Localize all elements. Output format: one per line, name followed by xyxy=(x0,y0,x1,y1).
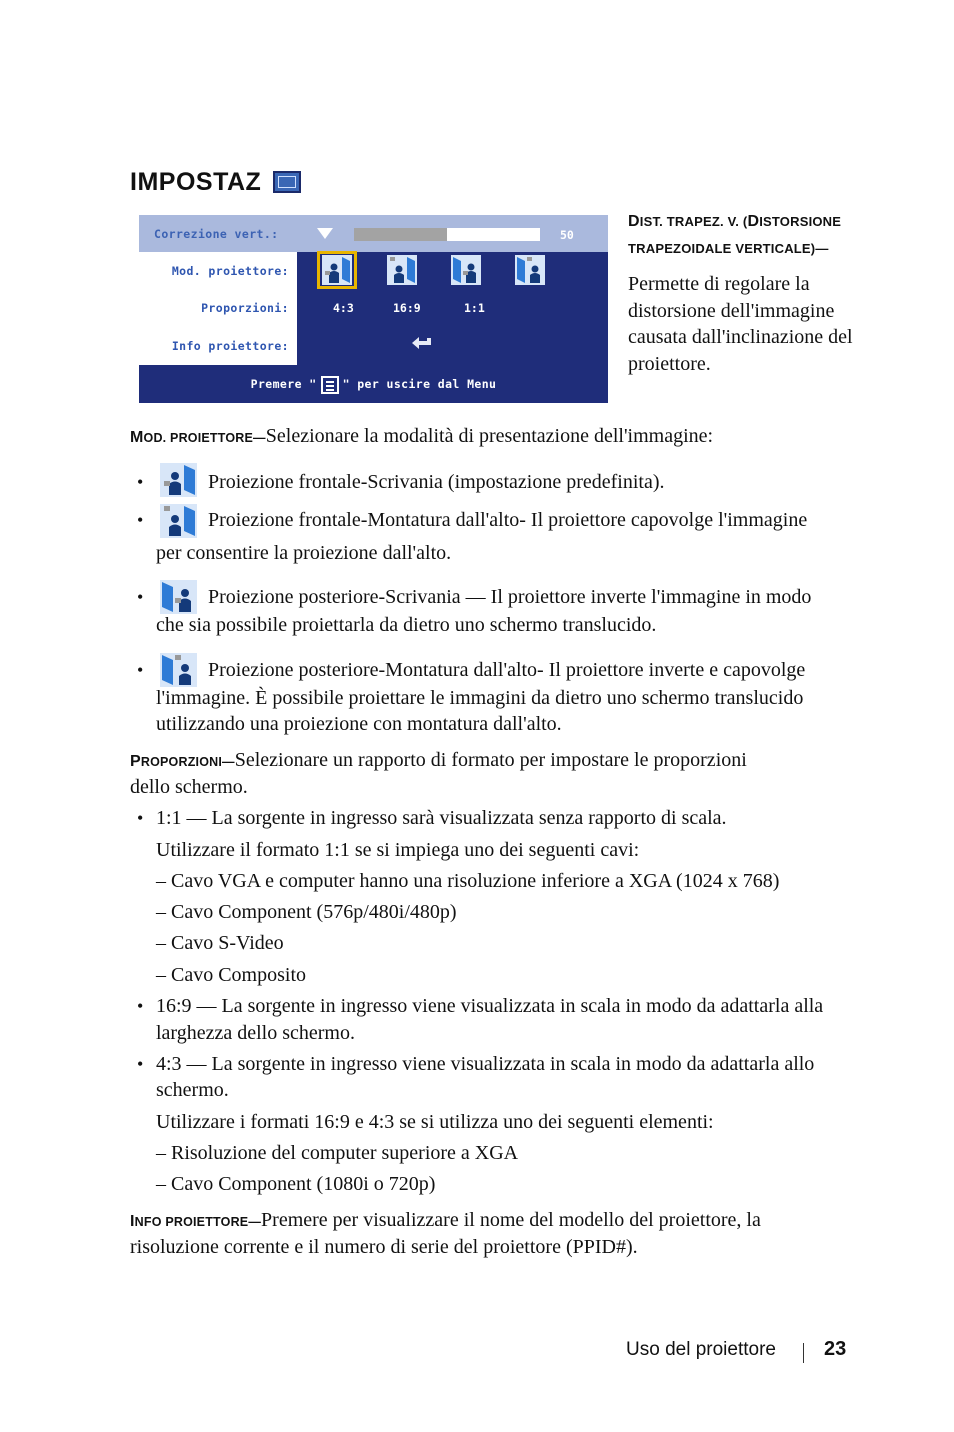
osd-footer-prefix: Premere " xyxy=(250,377,317,391)
slider-marker-icon xyxy=(317,228,333,239)
aspect-4-3-line1: 4:3 — La sorgente in ingresso viene visualizzata in scala in modo da adattarla allo xyxy=(156,1053,815,1075)
front-desktop-projection-icon[interactable] xyxy=(322,255,352,285)
osd-keystone-label: Correzione vert.: xyxy=(154,227,279,241)
rear-ceiling-projection-icon[interactable] xyxy=(515,255,545,285)
page-title: IMPOSTAZ xyxy=(130,167,262,196)
mode-item-3-line1: Proiezione posteriore-Scrivania — Il proiettore inverte l'immagine in modo xyxy=(208,586,812,608)
enter-return-icon[interactable] xyxy=(411,335,433,353)
rear-desktop-projection-icon xyxy=(160,580,197,614)
mode-item-4-line1: Proiezione posteriore-Montatura dall'alto- Il proiettore inverte e capovolge xyxy=(208,659,806,681)
osd-footer xyxy=(139,365,608,403)
aspect-intro: PROPORZIONI—Selezionare un rapporto di formato per impostare le proporzioni xyxy=(130,749,747,771)
bullet: • xyxy=(137,808,144,828)
aspect-16-9-line1: 16:9 — La sorgente in ingresso viene visualizzata in scala in modo da adattarla alla xyxy=(156,995,824,1017)
keystone-slider[interactable] xyxy=(354,228,540,241)
mode-item-3-line2: che sia possibile proiettarla da dietro uno schermo translucido. xyxy=(156,614,657,636)
keystone-heading: DIST. TRAPEZ. V. (DISTORSIONE TRAPEZOIDALE VERTICALE)— xyxy=(628,213,842,256)
aspect-4-3-line2: schermo. xyxy=(156,1079,229,1101)
rear-ceiling-projection-icon xyxy=(160,653,197,687)
aspect-4-3-note: Utilizzare i formati 16:9 e 4:3 se si utilizza uno dei seguenti elementi: xyxy=(156,1111,714,1133)
osd-menu-screenshot xyxy=(139,215,608,403)
aspect-option-4-3[interactable]: 4:3 xyxy=(333,301,354,315)
aspect-1-1: 1:1 — La sorgente in ingresso sarà visualizzata senza rapporto di scala. xyxy=(156,807,727,829)
osd-label-panel xyxy=(139,252,297,365)
bullet: • xyxy=(137,1054,144,1074)
footer-section-label: Uso del proiettore xyxy=(626,1339,776,1360)
footer-divider xyxy=(803,1343,804,1363)
aspect-1-1-note: Utilizzare il formato 1:1 se si impiega uno dei seguenti cavi: xyxy=(156,839,640,861)
aspect-intro-line2: dello schermo. xyxy=(130,776,248,798)
list-item: – Risoluzione del computer superiore a XGA xyxy=(156,1142,519,1164)
aspect-option-16-9[interactable]: 16:9 xyxy=(393,301,421,315)
info-intro: INFO PROIETTORE—Premere per visualizzare il nome del modello del proiettore, la xyxy=(130,1209,761,1231)
mode-item-1: Proiezione frontale-Scrivania (impostazione predefinita). xyxy=(208,471,665,493)
mode-item-2-line2: per consentire la proiezione dall'alto. xyxy=(156,542,452,564)
front-ceiling-projection-icon[interactable] xyxy=(387,255,417,285)
keystone-description: Permette di regolare la distorsione dell'immagine causata dall'inclinazione del proiettore. xyxy=(628,273,853,375)
mode-item-2-line1: Proiezione frontale-Montatura dall'alto- Il proiettore capovolge l'immagine xyxy=(208,509,808,531)
list-item: – Cavo Component (576p/480i/480p) xyxy=(156,901,457,923)
mode-item-4-line2: l'immagine. È possibile proiettare le immagini da dietro uno schermo translucido xyxy=(156,687,804,709)
menu-key-icon xyxy=(321,376,339,394)
keystone-value: 50 xyxy=(560,228,574,242)
page-number: 23 xyxy=(824,1338,847,1360)
settings-menu-icon xyxy=(273,171,301,193)
osd-aspect-label: Proporzioni: xyxy=(201,301,289,315)
list-item: – Cavo VGA e computer hanno una risoluzione inferiore a XGA (1024 x 768) xyxy=(156,870,780,892)
list-item: – Cavo S-Video xyxy=(156,932,284,954)
rear-desktop-projection-icon[interactable] xyxy=(451,255,481,285)
keystone-slider-fill xyxy=(354,228,447,241)
bullet: • xyxy=(137,472,144,492)
aspect-16-9-line2: larghezza dello schermo. xyxy=(156,1022,355,1044)
bullet: • xyxy=(137,660,144,680)
mode-item-4-line3: utilizzando una proiezione con montatura dall'alto. xyxy=(156,713,562,735)
osd-footer-suffix: " per uscire dal Menu xyxy=(342,377,497,391)
bullet: • xyxy=(137,587,144,607)
osd-info-label: Info proiettore: xyxy=(171,339,289,353)
aspect-option-1-1[interactable]: 1:1 xyxy=(464,301,485,315)
front-ceiling-projection-icon xyxy=(160,504,197,538)
bullet: • xyxy=(137,996,144,1016)
section-heading xyxy=(130,166,301,198)
front-desktop-projection-icon xyxy=(160,463,197,497)
list-item: – Cavo Component (1080i o 720p) xyxy=(156,1173,436,1195)
list-item: – Cavo Composito xyxy=(156,964,307,986)
info-line2: risoluzione corrente e il numero di serie del proiettore (PPID#). xyxy=(130,1236,638,1258)
mode-intro: MOD. PROIETTORE—Selezionare la modalità di presentazione dell'immagine: xyxy=(130,425,714,447)
bullet: • xyxy=(137,510,144,530)
osd-mode-label: Mod. proiettore: xyxy=(171,264,289,278)
